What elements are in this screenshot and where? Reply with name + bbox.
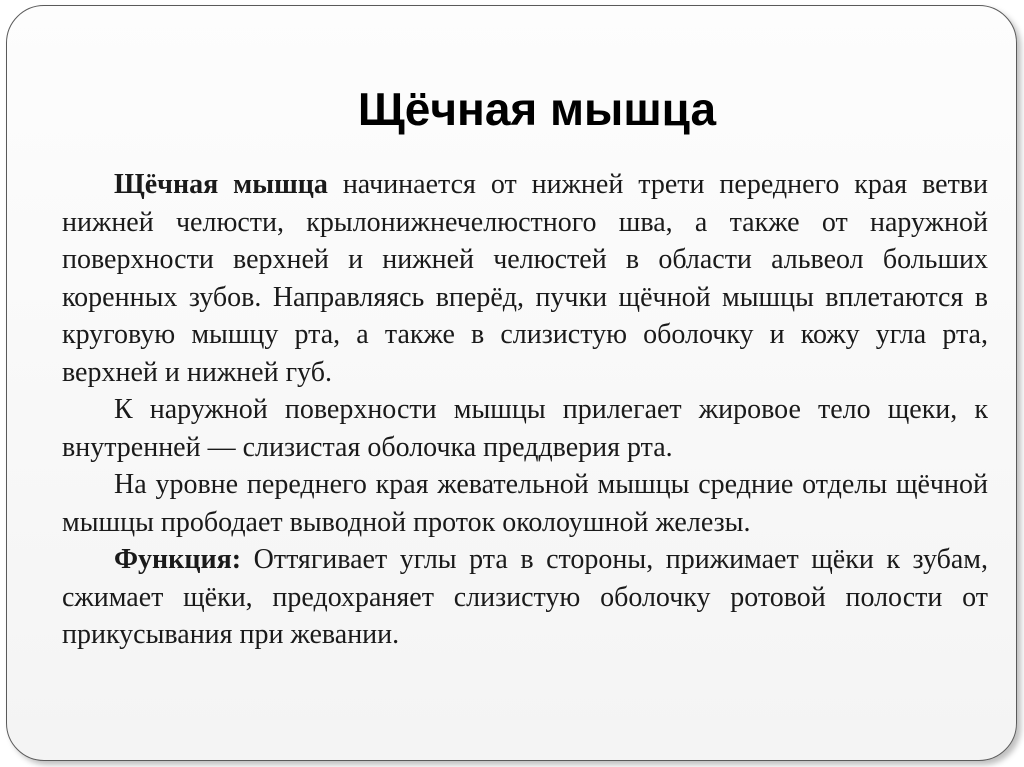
paragraph-text: Оттягивает углы рта в стороны, прижимает щёки к зубам, сжимает щёки, предохраняет слизистую оболочку ротовой полости от прикусывания при жевании. (62, 544, 988, 650)
paragraph-duct (62, 466, 988, 541)
paragraph-lead-term: Функция: (114, 544, 242, 575)
paragraph-text: К наружной поверхности мышцы прилегает жировое тело щеки, к внутренней — слизистая оболочка преддверия рта. (62, 394, 988, 463)
paragraph-text: начинается от нижней трети переднего края ветви нижней челюсти, крылонижнечелюстного шва, а также от наружной поверхности верхней и нижней челюстей в области альвеол больших коренных зубов. Направляясь вперёд, пучки щёчной мышцы вплетаются в круговую мышцу рта, а также в слизистую оболочку и кожу угла рта, верхней и нижней губ. (62, 169, 989, 388)
paragraph-origin (62, 166, 988, 391)
slide-title: Щёчная мышца (357, 83, 717, 135)
paragraph-relations (62, 391, 988, 466)
paragraph-lead-term: Щёчная мышца (114, 169, 328, 200)
paragraph-text: На уровне переднего края жевательной мышцы средние отделы щёчной мышцы прободает выводной проток околоушной железы. (62, 469, 988, 538)
slide-body (62, 166, 988, 654)
paragraph-function (62, 541, 988, 654)
